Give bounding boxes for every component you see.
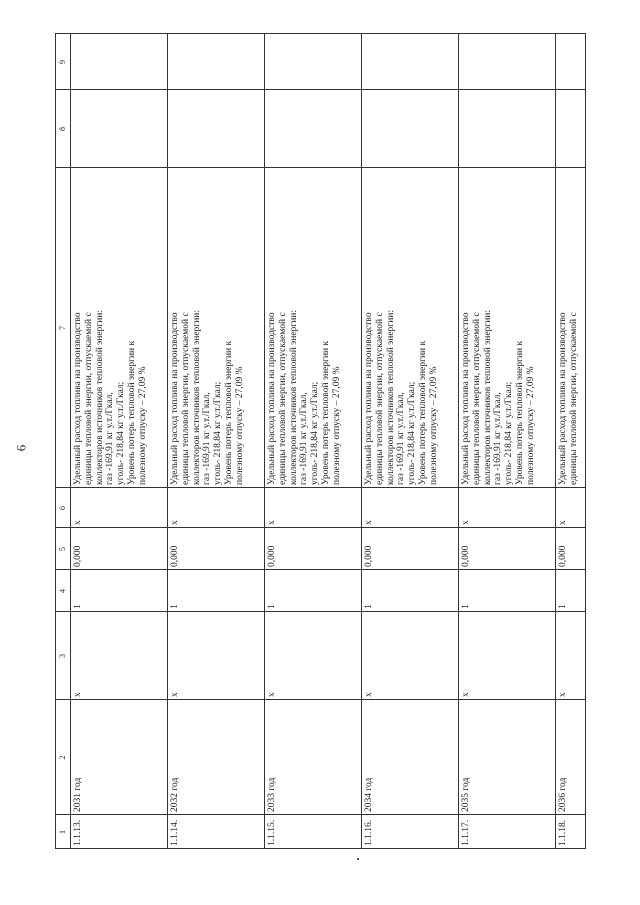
cell-value: х — [364, 520, 374, 525]
row-1-num — [71, 815, 168, 849]
header-cell-7 — [56, 168, 71, 488]
cell-value: 2033 год — [267, 777, 277, 812]
cell-description: Удельный расход топлива на производство единицы тепловой энергии, отпускаемой с коллекторов источников тепловой энергии: газ -169,91 кг у.т./Гкал, уголь- 218,84 кг у.т./Гкал; Уровень потерь тепловой энергии к полезному отпуску – 27,09 % — [267, 309, 342, 485]
row-1-c7 — [71, 168, 168, 488]
row-5-c3 — [459, 612, 556, 700]
header-label: 7 — [58, 326, 67, 330]
row-2-num — [168, 815, 265, 849]
column-band-5 — [56, 528, 586, 570]
row-3-c4 — [265, 570, 362, 612]
cell-description: Удельный расход топлива на производство единицы тепловой энергии, отпускаемой с коллекторов источников тепловой энергии: газ -169,91 кг у.т./Гкал, уголь- 218,84 кг у.т./Гкал; Уровень потерь тепловой энергии к полезному отпуску – 27,09 % — [73, 309, 148, 485]
row-1-c5 — [71, 528, 168, 570]
header-label: 9 — [58, 60, 67, 64]
row-5-c4 — [459, 570, 556, 612]
row-3-c3 — [265, 612, 362, 700]
row-4-c3 — [362, 612, 459, 700]
row-5-c7 — [459, 168, 556, 488]
header-label: 4 — [58, 589, 67, 593]
row-6-c5 — [556, 528, 586, 570]
header-cell-5 — [56, 528, 71, 570]
header-cell-1 — [56, 815, 71, 849]
scan-speck — [357, 858, 359, 860]
cell-empty — [556, 34, 586, 90]
cell-value: 1 — [73, 604, 83, 609]
row-4-num — [362, 815, 459, 849]
row-2-c5 — [168, 528, 265, 570]
cell-value: 2031 год — [73, 777, 83, 812]
column-band-7 — [56, 168, 586, 488]
row-4-c6 — [362, 488, 459, 528]
cell-value: 1.1.18. — [558, 819, 568, 846]
cell-value: 2035 год — [461, 777, 471, 812]
data-table-rotated — [55, 33, 578, 848]
header-cell-8 — [56, 90, 71, 168]
row-3-c7 — [265, 168, 362, 488]
header-label: 5 — [58, 547, 67, 551]
row-3-c6 — [265, 488, 362, 528]
column-band-2 — [56, 700, 586, 815]
cell-value: 1 — [364, 604, 374, 609]
cell-value: х — [267, 520, 277, 525]
row-4-year — [362, 700, 459, 815]
cell-value: х — [364, 692, 374, 697]
data-table — [55, 33, 586, 849]
row-2-c9 — [168, 34, 265, 90]
row-3-c5 — [265, 528, 362, 570]
header-label: 2 — [58, 755, 67, 760]
cell-value: 2036 год — [558, 777, 568, 812]
cell-value: 2032 год — [170, 777, 180, 812]
row-6-c3 — [556, 612, 586, 700]
header-cell-2 — [56, 700, 71, 815]
row-6-c7 — [556, 168, 586, 488]
cell-description: Удельный расход топлива на производство единицы тепловой энергии, отпускаемой с коллекторов источников тепловой энергии: газ -169,91 кг у.т./Гкал, уголь- 218,84 кг у.т./Гкал; Уровень потерь тепловой энергии к полезному отпуску – 27,09 % — [170, 309, 245, 485]
row-6-num — [556, 815, 586, 849]
row-2-c7 — [168, 168, 265, 488]
cell-value: 0,000 — [170, 545, 180, 567]
row-1-c9 — [71, 34, 168, 90]
row-5-c6 — [459, 488, 556, 528]
cell-value: х — [170, 692, 180, 697]
row-5-year — [459, 700, 556, 815]
row-5-c8 — [459, 90, 556, 168]
row-2-year — [168, 700, 265, 815]
cell-value: 2034 год — [364, 777, 374, 812]
row-4-c4 — [362, 570, 459, 612]
row-1-c3 — [71, 612, 168, 700]
cell-value: 1 — [558, 604, 568, 609]
row-4-c9 — [362, 34, 459, 90]
row-4-c7 — [362, 168, 459, 488]
column-band-1 — [56, 815, 586, 849]
cell-value: х — [267, 692, 277, 697]
cell-value: 1.1.15. — [267, 819, 277, 846]
header-label: 8 — [58, 127, 67, 131]
column-band-8 — [56, 90, 586, 168]
cell-value: 1 — [461, 604, 471, 609]
header-cell-4 — [56, 570, 71, 612]
cell-value: х — [461, 692, 471, 697]
cell-value: 1.1.16. — [364, 819, 374, 846]
cell-value: х — [558, 520, 568, 525]
column-band-6 — [56, 488, 586, 528]
row-1-c4 — [71, 570, 168, 612]
cell-value: 0,000 — [364, 545, 374, 567]
header-label: 1 — [58, 830, 67, 834]
row-4-c8 — [362, 90, 459, 168]
cell-value: 0,000 — [267, 545, 277, 567]
cell-empty — [556, 90, 586, 168]
row-3-year — [265, 700, 362, 815]
row-3-c8 — [265, 90, 362, 168]
cell-description: Удельный расход топлива на производство единицы тепловой энергии, отпускаемой с коллекторов источников тепловой энергии: газ -169,91 кг у.т./Гкал, уголь- 218,84 кг у.т./Гкал; Уровень потерь тепловой энергии к полезному отпуску – 27,09 % — [461, 309, 536, 485]
cell-value: х — [170, 520, 180, 525]
row-2-c8 — [168, 90, 265, 168]
cell-value: 1 — [170, 604, 180, 609]
row-1-year — [71, 700, 168, 815]
cell-value: 1.1.14. — [170, 819, 180, 846]
cell-value: 1.1.13. — [73, 819, 83, 846]
row-5-num — [459, 815, 556, 849]
cell-value: х — [558, 692, 568, 697]
cell-value: 0,000 — [558, 545, 568, 567]
header-cell-3 — [56, 612, 71, 700]
row-6-year — [556, 700, 586, 815]
header-label: 3 — [58, 654, 67, 658]
row-5-c5 — [459, 528, 556, 570]
column-band-4 — [56, 570, 586, 612]
cell-value: 1 — [267, 604, 277, 609]
row-2-c4 — [168, 570, 265, 612]
row-1-c6 — [71, 488, 168, 528]
row-2-c3 — [168, 612, 265, 700]
row-2-c6 — [168, 488, 265, 528]
cell-value: 0,000 — [461, 545, 471, 567]
header-cell-9 — [56, 34, 71, 90]
header-cell-6 — [56, 488, 71, 528]
page-number: 6 — [13, 444, 29, 452]
row-6-c4 — [556, 570, 586, 612]
row-3-c9 — [265, 34, 362, 90]
header-label: 6 — [58, 506, 67, 510]
cell-value: х — [73, 520, 83, 525]
cell-description: Удельный расход топлива на производство единицы тепловой энергии, отпускаемой с коллекторов источников тепловой энергии: газ -169,91 кг у.т./Гкал, уголь- 218,84 кг у.т./Гкал; Уровень потерь тепловой энергии к полезному отпуску – 27,09 % — [364, 309, 439, 485]
row-5-c9 — [459, 34, 556, 90]
cell-value: х — [73, 692, 83, 697]
cell-value: 0,000 — [73, 545, 83, 567]
row-4-c5 — [362, 528, 459, 570]
cell-value: 1.1.17. — [461, 819, 471, 846]
column-band-9 — [56, 34, 586, 90]
row-3-num — [265, 815, 362, 849]
cell-description: Удельный расход топлива на производство единицы тепловой энергии, отпускаемой с — [558, 312, 579, 485]
cell-value: х — [461, 520, 471, 525]
row-6-c6 — [556, 488, 586, 528]
column-band-3 — [56, 612, 586, 700]
row-1-c8 — [71, 90, 168, 168]
